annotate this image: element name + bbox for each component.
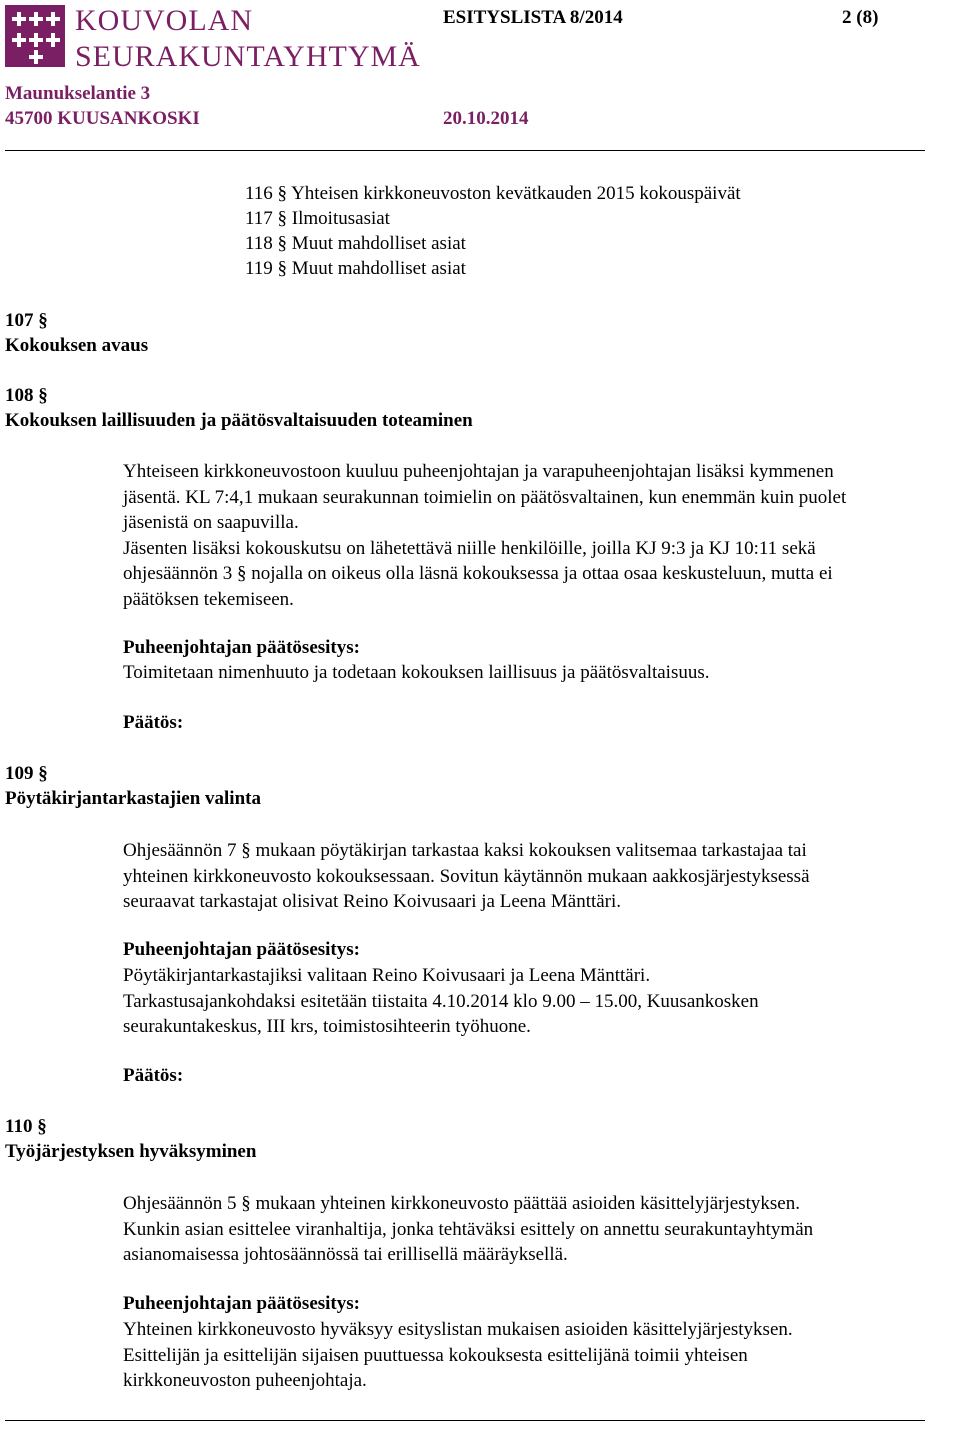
proposal-line: Esittelijän ja esittelijän sijaisen puuttuessa kokouksesta esittelijänä toimii yhteisen <box>123 1344 748 1366</box>
proposal-line: Tarkastusajankohdaksi esitetään tiistaita 4.10.2014 klo 9.00 – 15.00, Kuusankosken <box>123 990 759 1012</box>
proposal-text <box>123 1317 958 1394</box>
agenda-item: 118 § Muut mahdolliset asiat <box>245 233 466 254</box>
proposal-line: seurakuntakeskus, III krs, toimistosihteerin työhuone. <box>123 1016 531 1037</box>
body-line: Ohjesäännön 5 § mukaan yhteinen kirkkoneuvosto päättää asioiden käsittelyjärjestyksen. <box>123 1193 800 1214</box>
address-street: Maunukselantie 3 <box>5 83 151 104</box>
address-postal: 45700 KUUSANKOSKI <box>5 108 200 129</box>
body-line: jäsentä. KL 7:4,1 mukaan seurakunnan toimielin on päätösvaltainen, kun enemmän kuin puolet <box>123 486 847 508</box>
body-line: Jäsenten lisäksi kokouskutsu on lähetettävä niille henkilöille, joilla KJ 9:3 ja KJ 10:11 sekä <box>123 537 816 559</box>
section-title: Pöytäkirjantarkastajien valinta <box>5 788 261 809</box>
section-number: 108 § <box>5 385 48 406</box>
body-line: Kunkin asian esittelee viranhaltija, jonka tehtäväksi esittely on annettu seurakuntayhtymän <box>123 1218 814 1240</box>
section-number: 110 § <box>5 1116 47 1137</box>
section-number: 107 § <box>5 310 48 331</box>
agenda-item: 119 § Muut mahdolliset asiat <box>245 258 466 279</box>
agenda-item: 117 § Ilmoitusasiat <box>245 208 390 229</box>
document-title: ESITYSLISTA 8/2014 <box>443 7 623 28</box>
proposal-label: Puheenjohtajan päätösesitys: <box>123 939 360 960</box>
proposal-label: Puheenjohtajan päätösesitys: <box>123 637 360 658</box>
body-line: yhteinen kirkkoneuvosto kokouksessaan. Sovitun käytännön mukaan aakkosjärjestyksessä <box>123 865 810 887</box>
section-body <box>123 838 958 915</box>
section-title: Kokouksen avaus <box>5 335 149 356</box>
body-line: seuraavat tarkastajat olisivat Reino Koivusaari ja Leena Mänttäri. <box>123 891 622 912</box>
section-body <box>123 459 958 612</box>
footer-divider <box>5 1420 925 1421</box>
body-line: jäsenistä on saapuvilla. <box>123 512 299 533</box>
decision-label: Päätös: <box>123 1065 184 1086</box>
body-line: Yhteiseen kirkkoneuvostoon kuuluu puheenjohtajan ja varapuheenjohtajan lisäksi kymmenen <box>123 461 834 482</box>
document-date: 20.10.2014 <box>443 108 529 129</box>
page-number: 2 (8) <box>842 7 879 28</box>
section-body <box>123 1191 958 1268</box>
proposal-line: kirkkoneuvoston puheenjohtaja. <box>123 1370 367 1391</box>
header-divider <box>5 150 925 151</box>
brand-name-line2: SEURAKUNTAYHTYMÄ <box>75 40 421 73</box>
proposal-line: Yhteinen kirkkoneuvosto hyväksyy esityslistan mukaisen asioiden käsittelyjärjestyksen. <box>123 1319 793 1340</box>
proposal-line: Pöytäkirjantarkastajiksi valitaan Reino Koivusaari ja Leena Mänttäri. <box>123 965 651 986</box>
section-title: Työjärjestyksen hyväksyminen <box>5 1141 257 1162</box>
body-line: asianomaisessa johtosäännössä tai erillisellä määräyksellä. <box>123 1244 568 1265</box>
body-line: ohjesäännön 3 § nojalla on oikeus olla läsnä kokouksessa ja ottaa osaa keskusteluun, mutta ei <box>123 563 833 584</box>
agenda-item: 116 § Yhteisen kirkkoneuvoston kevätkauden 2015 kokouspäivät <box>245 183 741 204</box>
proposal-text <box>123 963 958 1040</box>
proposal-text: Toimitetaan nimenhuuto ja todetaan kokouksen laillisuus ja päätösvaltaisuus. <box>123 662 710 683</box>
section-number: 109 § <box>5 763 48 784</box>
decision-label: Päätös: <box>123 712 184 733</box>
church-cross-logo-icon <box>5 5 65 67</box>
proposal-label: Puheenjohtajan päätösesitys: <box>123 1293 360 1314</box>
body-line: päätöksen tekemiseen. <box>123 588 294 610</box>
section-title: Kokouksen laillisuuden ja päätösvaltaisuuden toteaminen <box>5 410 473 431</box>
body-line: Ohjesäännön 7 § mukaan pöytäkirjan tarkastaa kaksi kokouksen valitsemaa tarkastajaa tai <box>123 840 807 861</box>
brand-name-line1: KOUVOLAN <box>75 4 253 37</box>
